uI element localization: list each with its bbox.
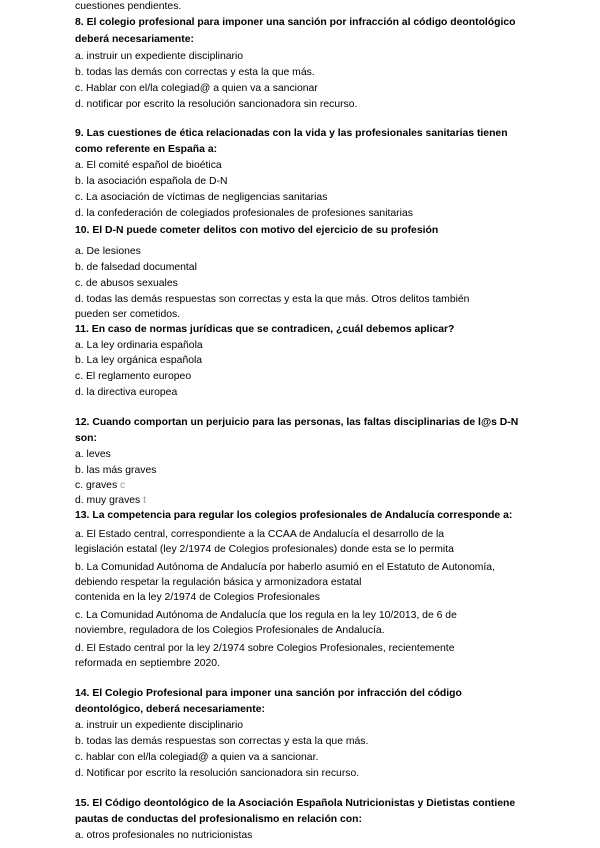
question-14-line-1: 14. El Colegio Profesional para imponer una sanción por infracción del código [75, 688, 462, 699]
question-13-option-c-line-2: noviembre, reguladora de los Colegios Profesionales de Andalucía. [75, 625, 385, 636]
question-11-option-c: c. El reglamento europeo [75, 371, 192, 382]
question-13-option-c-line-1: c. La Comunidad Autónoma de Andalucía que los regula en la ley 10/2013, de 6 de [75, 610, 457, 621]
question-11-option-d: d. la directiva europea [75, 387, 178, 398]
question-9-line-1: 9. Las cuestiones de ética relacionadas con la vida y las profesionales sanitarias tienen [75, 128, 508, 139]
question-10-option-d-line-1: d. todas las demás respuestas son correctas y esta la que más. Otros delitos también [75, 294, 470, 305]
question-9-option-c: c. La asociación de víctimas de negligencias sanitarias [75, 192, 328, 203]
question-13-option-b-line-2: debiendo respetar la regulación básica y armonizadora estatal [75, 577, 362, 588]
question-8-option-c: c. Hablar con el/la colegiad@ a quien va a sancionar [75, 83, 318, 94]
question-10-option-a: a. De lesiones [75, 246, 141, 257]
question-12-option-a: a. leves [75, 449, 111, 460]
question-9-option-b: b. la asociación española de D-N [75, 176, 228, 187]
question-15-option-a: a. otros profesionales no nutricionistas [75, 830, 253, 841]
stray-mark-c: c [120, 480, 126, 491]
question-14-option-a: a. instruir un expediente disciplinario [75, 720, 244, 731]
question-14-option-d: d. Notificar por escrito la resolución sancionadora sin recurso. [75, 768, 360, 779]
question-8-option-b: b. todas las demás con correctas y esta la que más. [75, 67, 315, 78]
question-8-option-d: d. notificar por escrito la resolución sancionadora sin recurso. [75, 99, 358, 110]
question-9-option-a: a. El comité español de bioética [75, 160, 222, 171]
question-12-option-d: d. muy graves t [75, 495, 147, 506]
question-8-line-1: 8. El colegio profesional para imponer una sanción por infracción al código deontológico [75, 17, 516, 28]
question-8-option-a: a. instruir un expediente disciplinario [75, 51, 244, 62]
question-11-line-1: 11. En caso de normas jurídicas que se contradicen, ¿cuál debemos aplicar? [75, 324, 455, 335]
question-14-option-b: b. todas las demás respuestas son correctas y esta la que más. [75, 736, 369, 747]
question-12-line-2: son: [75, 433, 97, 444]
question-15-line-2: pautas de conductas del profesionalismo en relación con: [75, 814, 362, 825]
question-12-option-b: b. las más graves [75, 465, 157, 476]
stray-mark-t: t [143, 495, 147, 506]
question-14-line-2: deontológico, deberá necesariamente: [75, 704, 265, 715]
question-9-line-2: como referente en España a: [75, 144, 218, 155]
question-13-option-a-line-2: legislación estatal (ley 2/1974 de Colegios profesionales) donde esta se lo permita [75, 544, 454, 555]
question-13-option-b-line-3: contenida en la ley 2/1974 de Colegios Profesionales [75, 592, 320, 603]
question-13-option-b-line-1: b. La Comunidad Autónoma de Andalucía por haberlo asumió en el Estatuto de Autonomía, [75, 562, 495, 573]
question-13-option-d-line-1: d. El Estado central por la ley 2/1974 sobre Colegios Profesionales, recientemente [75, 643, 455, 654]
question-14-option-c: c. hablar con el/la colegiad@ a quien va a sancionar. [75, 752, 319, 763]
question-10-option-d-line-2: pueden ser cometidos. [75, 309, 181, 320]
question-12-line-1: 12. Cuando comportan un perjuicio para las personas, las faltas disciplinarias de l@s D-N [75, 417, 519, 428]
question-10-option-b: b. de falsedad documental [75, 262, 197, 273]
question-9-option-d: d. la confederación de colegiados profesionales de profesiones sanitarias [75, 208, 413, 219]
question-10-option-c: c. de abusos sexuales [75, 278, 178, 289]
question-11-option-b: b. La ley orgánica española [75, 355, 203, 366]
question-12-option-c: c. graves c [75, 480, 126, 491]
question-13-option-d-line-2: reformada en septiembre 2020. [75, 658, 220, 669]
question-8-line-2: deberá necesariamente: [75, 34, 194, 45]
question-13-option-a-line-1: a. El Estado central, correspondiente a la CCAA de Andalucía el desarrollo de la [75, 529, 445, 540]
header-fragment: cuestiones pendientes. [75, 1, 182, 12]
question-15-line-1: 15. El Código deontológico de la Asociación Española Nutricionistas y Dietistas contiene [75, 798, 516, 809]
question-13-line-1: 13. La competencia para regular los colegios profesionales de Andalucía corresponde a: [75, 510, 513, 521]
question-10-line-1: 10. El D-N puede cometer delitos con motivo del ejercicio de su profesión [75, 225, 439, 236]
question-11-option-a: a. La ley ordinaria española [75, 340, 203, 351]
